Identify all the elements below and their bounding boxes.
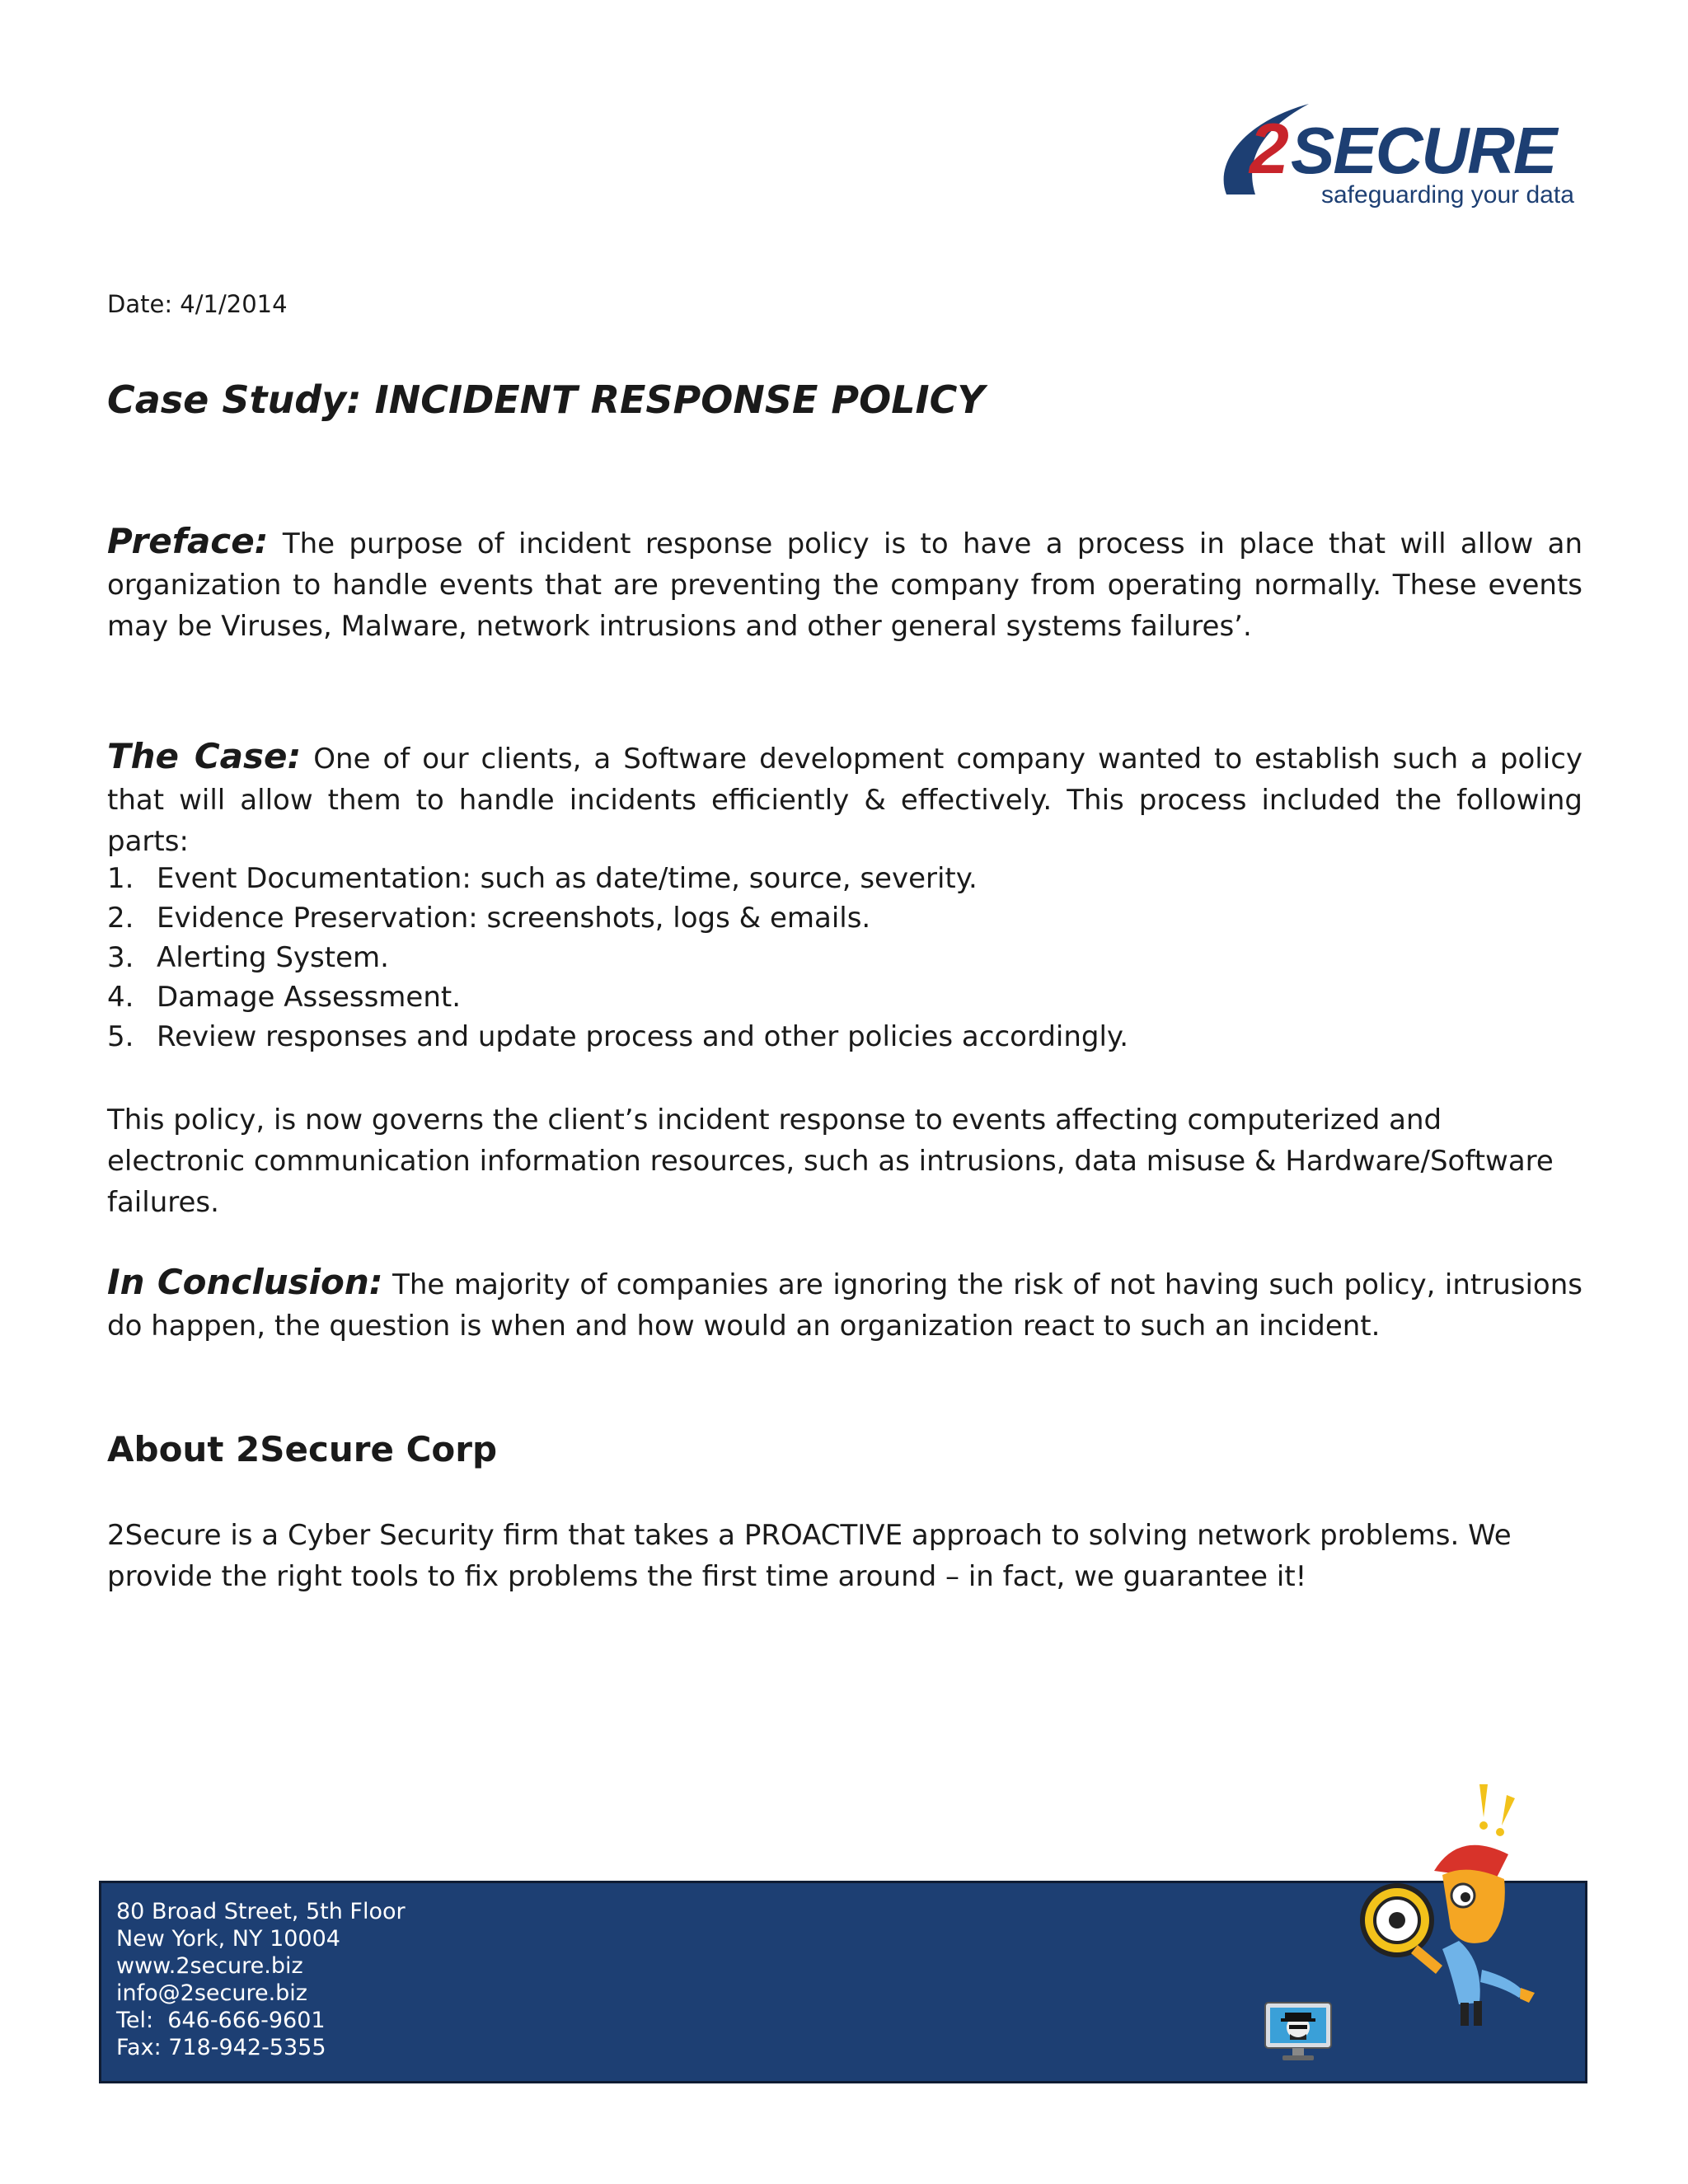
list-item: 4. Damage Assessment.: [107, 981, 462, 1014]
contact-block: [116, 1898, 406, 2061]
phone-number: Tel: 646-666-9601: [116, 2008, 326, 2033]
svg-text:SECURE: SECURE: [1291, 114, 1556, 187]
case-paragraph: [107, 736, 1582, 862]
policy-followup-paragraph: This policy, is now governs the client’s incident response to events affecting computerized and electronic communication information resources, such as intrusions, data misuse & Hardware/Software failures.: [107, 1104, 1554, 1219]
about-paragraph: 2Secure is a Cyber Security firm that takes a PROACTIVE approach to solving network problems. We provide the right tools to fix problems the first time around – in fact, we guarantee it!: [107, 1519, 1512, 1593]
website-link[interactable]: www.2secure.biz: [116, 1953, 303, 1979]
fax-number: Fax: 718-942-5355: [116, 2035, 326, 2060]
list-item: 2. Evidence Preservation: screenshots, logs & emails.: [107, 902, 871, 935]
preface-paragraph: [107, 521, 1582, 647]
case-lead: The Case:: [107, 736, 302, 776]
svg-text:2: 2: [1250, 110, 1289, 189]
address-line-2: New York, NY 10004: [116, 1926, 340, 1952]
list-item: 1. Event Documentation: such as date/time, source, severity.: [107, 862, 978, 895]
list-item: 3. Alerting System.: [107, 941, 389, 974]
company-logo: [1210, 97, 1589, 213]
conclusion-paragraph: [107, 1262, 1582, 1347]
address-line-1: 80 Broad Street, 5th Floor: [116, 1899, 406, 1924]
process-parts-list: [107, 859, 1128, 1057]
about-heading: About 2Secure Corp: [107, 1429, 498, 1469]
svg-text:safeguarding your data: safeguarding your data: [1321, 181, 1574, 209]
detective-mascot-icon: [1319, 1772, 1550, 2044]
conclusion-text: The majority of companies are ignoring the risk of not having such policy, intrusions do happen, the question is when and how would an organization react to such an incident.: [107, 1268, 1583, 1343]
case-text: One of our clients, a Software development company wanted to establish such a policy that will allow them to handle incidents efficiently & effectively. This process included the following parts:: [107, 743, 1583, 858]
document-date: Date: 4/1/2014: [107, 290, 288, 318]
preface-text: The purpose of incident response policy is to have a process in place that will allow an organization to handle events that are preventing the company from operating normally. These events may be Viruses, Malware, network intrusions and other general systems failures’.: [107, 527, 1582, 643]
conclusion-lead: In Conclusion:: [107, 1262, 383, 1302]
page-title: Case Study: INCIDENT RESPONSE POLICY: [107, 377, 985, 422]
preface-lead: Preface:: [107, 521, 269, 561]
email-link[interactable]: info@2secure.biz: [116, 1980, 307, 2006]
list-item: 5. Review responses and update process and other policies accordingly.: [107, 1020, 1129, 1053]
